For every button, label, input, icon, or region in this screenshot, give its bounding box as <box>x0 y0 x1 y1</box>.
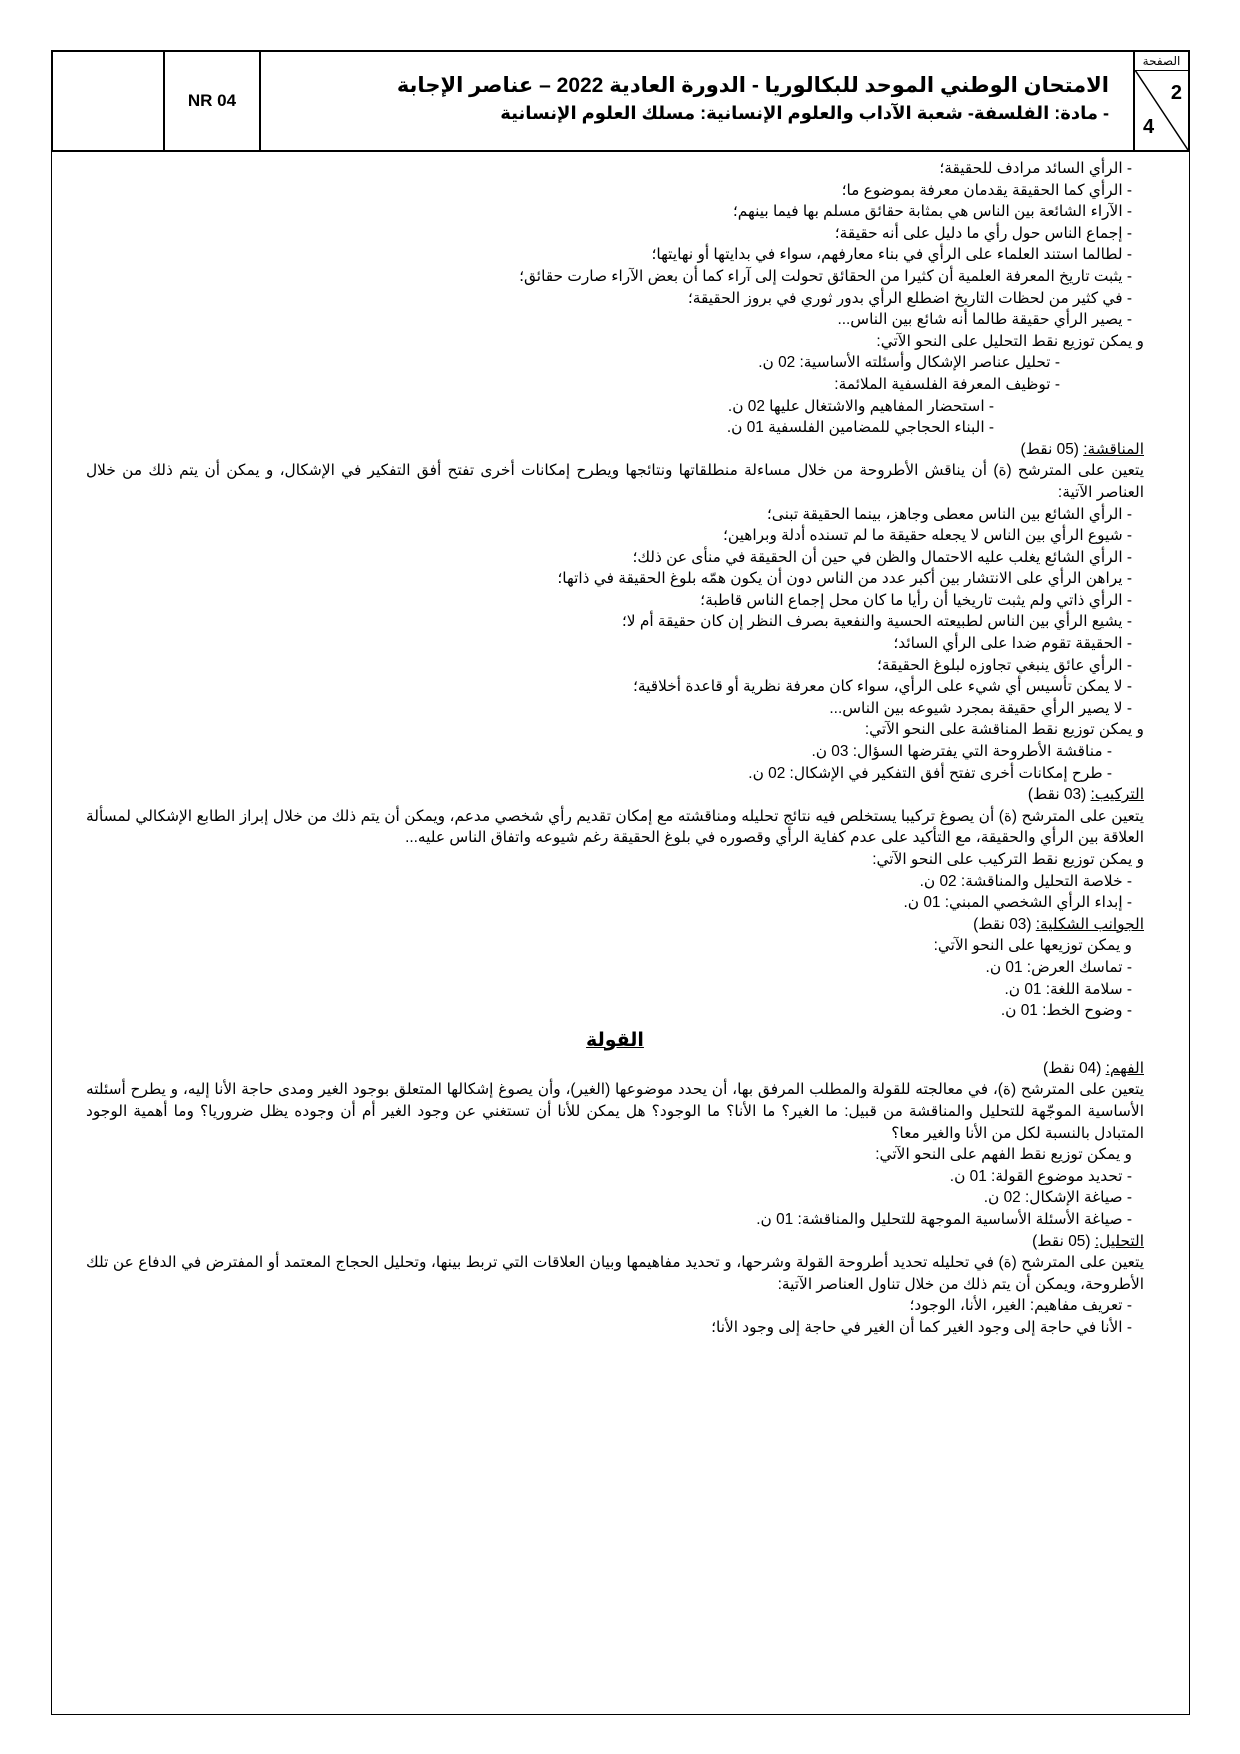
exam-code: NR 04 <box>165 52 261 150</box>
list-item: - توظيف المعرفة الفلسفية الملائمة: <box>834 375 1060 393</box>
list-item: - الرأي عائق ينبغي تجاوزه لبلوغ الحقيقة؛ <box>876 656 1132 674</box>
list-item: - لطالما استند العلماء على الرأي في بناء معارفهم، سواء في بدايتها أو نهايتها؛ <box>651 246 1132 264</box>
list-item: - صياغة الإشكال: 02 ن. <box>983 1189 1132 1207</box>
list-item: - صياغة الأسئلة الأساسية الموجهة للتحليل والمناقشة: 01 ن. <box>756 1210 1132 1228</box>
answer-key-content <box>86 158 1144 1338</box>
page-label: الصفحة <box>1135 52 1188 71</box>
list-item: - سلامة اللغة: 01 ن. <box>1004 980 1132 998</box>
list-item: - يثبت تاريخ المعرفة العلمية أن كثيرا من الحقائق تحولت إلى آراء كما أن بعض الآراء صارت حقائق؛ <box>519 267 1132 285</box>
list-item: - في كثير من لحظات التاريخ اضطلع الرأي بدور ثوري في بروز الحقيقة؛ <box>687 289 1132 307</box>
list-item: - الرأي السائد مرادف للحقيقة؛ <box>939 160 1132 177</box>
list-item: - وضوح الخط: 01 ن. <box>1000 1002 1132 1020</box>
exam-title-line2: - مادة: الفلسفة- شعبة الآداب والعلوم الإنسانية: مسلك العلوم الإنسانية <box>500 103 1109 123</box>
list-item: - طرح إمكانات أخرى تفتح أفق التفكير في الإشكال: 02 ن. <box>748 764 1112 782</box>
list-item: - يشيع الرأي بين الناس لطبيعته الحسية والنفعية بصرف النظر إن كان حقيقة أم لا؛ <box>621 613 1132 631</box>
quote-analysis-heading-row <box>86 1231 1144 1253</box>
exam-header <box>51 50 1190 152</box>
list-item: - تحليل عناصر الإشكال وأسئلته الأساسية: 02 ن. <box>758 354 1060 372</box>
formal-heading: الجوانب الشكلية: <box>1035 915 1144 933</box>
list-item: - الرأي الشائع بين الناس معطى وجاهز، بينما الحقيقة تبنى؛ <box>766 505 1132 523</box>
analysis-distribution-intro: و يمكن توزيع نقط التحليل على النحو الآتي: <box>876 332 1144 350</box>
synthesis-paragraph: يتعين على المترشح (ة) أن يصوغ تركيبا يستخلص فيه نتائج تحليله ومناقشته مع إمكان تقديم رأي شخصي مدعم، ويمكن أن يتم ذلك من خلال إبراز الطابع الإشكالي لمسألة العلاقة بين الرأي والحقيقة، مع التأكيد على عدم كفاية الرأي وقصوره في بلوغ الحقيقة رغم شيوعه واتفاق الناس عليه... <box>86 807 1144 847</box>
list-item: - لا يمكن تأسيس أي شيء على الرأي، سواء كان معرفة نظرية أو قاعدة أخلاقية؛ <box>632 678 1132 696</box>
list-item: - تماسك العرض: 01 ن. <box>985 958 1132 976</box>
list-item: - تحديد موضوع القولة: 01 ن. <box>949 1167 1132 1185</box>
list-item: - لا يصير الرأي حقيقة بمجرد شيوعه بين الناس... <box>829 699 1132 717</box>
list-item: - الرأي الشائع يغلب عليه الاحتمال والظن في حين أن الحقيقة في منأى عن ذلك؛ <box>632 548 1132 566</box>
formal-heading-row <box>86 914 1144 936</box>
list-item: - الرأي كما الحقيقة يقدمان معرفة بموضوع ما؛ <box>841 181 1132 199</box>
list-item: - يصير الرأي حقيقة طالما أنه شائع بين الناس... <box>837 311 1132 329</box>
synthesis-heading-row <box>86 784 1144 806</box>
understanding-heading-row <box>86 1058 1144 1080</box>
formal-distribution-intro: و يمكن توزيعها على النحو الآتي: <box>933 937 1132 955</box>
list-item: - الحقيقة تقوم ضدا على الرأي السائد؛ <box>893 635 1132 653</box>
quote-section-title: القولة <box>586 1029 644 1051</box>
exam-title <box>261 52 1135 150</box>
discussion-heading-row <box>86 439 1144 461</box>
list-item: - البناء الحجاجي للمضامين الفلسفية 01 ن. <box>726 419 994 437</box>
analysis-points-list <box>86 158 1144 331</box>
list-item: - إجماع الناس حول رأي ما دليل على أنه حقيقة؛ <box>834 224 1132 242</box>
quote-analysis-heading: التحليل: <box>1094 1232 1144 1250</box>
discussion-distribution-intro: و يمكن توزيع نقط المناقشة على النحو الآتي: <box>864 721 1144 739</box>
header-empty-cell <box>53 52 165 150</box>
page-number-box <box>1135 52 1188 150</box>
list-item: - يراهن الرأي على الانتشار بين أكبر عدد من الناس دون أن يكون همّه بلوغ الحقيقة في ذاتها؛ <box>557 570 1132 588</box>
list-item: - مناقشة الأطروحة التي يفترضها السؤال: 03 ن. <box>811 743 1112 761</box>
synthesis-distribution-intro: و يمكن توزيع نقط التركيب على النحو الآتي: <box>872 851 1144 868</box>
understanding-points: (04 نقط) <box>1042 1059 1102 1077</box>
understanding-paragraph: يتعين على المترشح (ة)، في معالجته للقولة والمطلب المرفق بها، أن يحدد موضوعها (الغير)، وأن يصوغ إشكالها المتعلق بوجود الغير ومدى حاجة الأنا إليه، و يطرح أسئلته الأساسية الموجّهة للتحليل والمناقشة من قبيل: ما الغير؟ ما الأنا؟ ما الوجود؟ هل يمكن للأنا أن تستغني عن وجود الغير أم أن وجوده يظل ضروريا؟ وما أهمية الوجود المتبادل بالنسبة لكل من الأنا والغير معا؟ <box>86 1081 1144 1142</box>
synthesis-points: (03 نقط) <box>1027 786 1087 804</box>
synthesis-heading: التركيب: <box>1090 786 1144 804</box>
formal-points: (03 نقط) <box>973 915 1032 933</box>
list-item: - الرأي ذاتي ولم يثبت تاريخيا أن رأيا ما كان محل إجماع الناس قاطبة؛ <box>700 591 1132 609</box>
list-item: - تعريف مفاهيم: الغير، الأنا، الوجود؛ <box>909 1297 1132 1315</box>
discussion-heading: المناقشة: <box>1083 440 1144 458</box>
understanding-distribution-intro: و يمكن توزيع نقط الفهم على النحو الآتي: <box>875 1146 1132 1164</box>
list-item: - الآراء الشائعة بين الناس هي بمثابة حقائق مسلم بها فيما بينهم؛ <box>732 203 1132 221</box>
list-item: - استحضار المفاهيم والاشتغال عليها 02 ن. <box>727 397 994 415</box>
exam-title-line1: الامتحان الوطني الموحد للبكالوريا - الدورة العادية 2022 – عناصر الإجابة <box>396 74 1109 97</box>
list-item: - إبداء الرأي الشخصي المبني: 01 ن. <box>903 894 1132 912</box>
list-item: - خلاصة التحليل والمناقشة: 02 ن. <box>919 872 1132 890</box>
list-item: - شيوع الرأي بين الناس لا يجعله حقيقة ما لم تسنده أدلة وبراهين؛ <box>723 527 1132 545</box>
page-number: 2 <box>1170 82 1182 104</box>
quote-analysis-points: (05 نقط) <box>1032 1232 1091 1250</box>
quote-analysis-paragraph: يتعين على المترشح (ة) في تحليله تحديد أطروحة القولة وشرحها، و تحديد مفاهيمها وبيان العلاقات التي تربط بينها، وتحليل الحجاج المعتمد أو المفترض في الدفاع عن تلك الأطروحة، ويمكن أن يتم ذلك من خلال تناول العناصر الآتية: <box>86 1254 1144 1293</box>
discussion-paragraph: يتعين على المترشح (ة) أن يناقش الأطروحة من خلال مساءلة منطلقاتها ونتائجها ويطرح إمكانات أخرى تفتح أفق التفكير في الإشكال، و يمكن أن يتم ذلك من خلال العناصر الآتية: <box>86 462 1144 501</box>
page-total: 4 <box>1143 116 1155 138</box>
discussion-points: (05 نقط) <box>1020 440 1079 458</box>
list-item: - الأنا في حاجة إلى وجود الغير كما أن الغير في حاجة إلى وجود الأنا؛ <box>711 1318 1132 1336</box>
understanding-heading: الفهم: <box>1105 1059 1144 1077</box>
